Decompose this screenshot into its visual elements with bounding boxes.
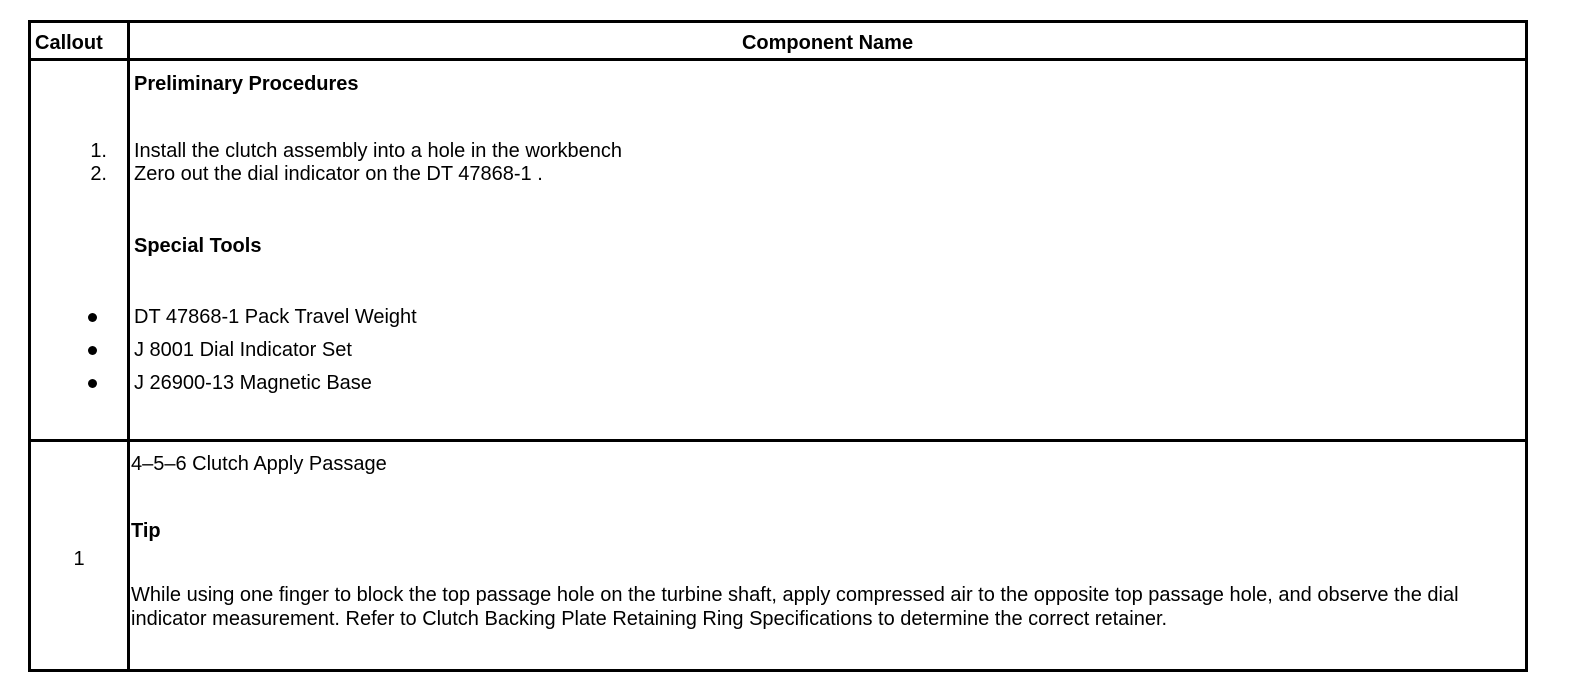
special-tools-heading: Special Tools <box>134 235 262 257</box>
tool-item: J 26900-13 Magnetic Base <box>134 372 372 394</box>
step-number: 1. <box>90 140 107 162</box>
header-component-name: Component Name <box>741 32 914 54</box>
table-header-row <box>31 23 1525 61</box>
preliminary-heading: Preliminary Procedures <box>134 73 359 95</box>
tip-text: While using one finger to block the top passage hole on the turbine shaft, apply compressed air to the opposite top passage hole, and observe the dial indicator measurement. Refer to Clutch Backing Plate Retaining Ring Specifications to determine the correct retainer. <box>131 584 1459 630</box>
component-table <box>28 20 1528 672</box>
tip-heading: Tip <box>131 520 161 542</box>
bullet-icon <box>88 346 97 355</box>
step-number: 2. <box>90 163 107 185</box>
tool-item: DT 47868-1 Pack Travel Weight <box>134 306 417 328</box>
bullet-icon <box>88 313 97 322</box>
callout-number: 1 <box>73 548 85 570</box>
bullet-icon <box>88 379 97 388</box>
component-name: 4–5–6 Clutch Apply Passage <box>131 453 387 475</box>
header-callout: Callout <box>35 32 103 54</box>
column-divider <box>127 23 130 669</box>
row-divider <box>31 439 1525 442</box>
step-text: Install the clutch assembly into a hole in the workbench <box>134 140 623 162</box>
step-text: Zero out the dial indicator on the DT 47868-1 . <box>134 163 543 185</box>
tool-item: J 8001 Dial Indicator Set <box>134 339 352 361</box>
